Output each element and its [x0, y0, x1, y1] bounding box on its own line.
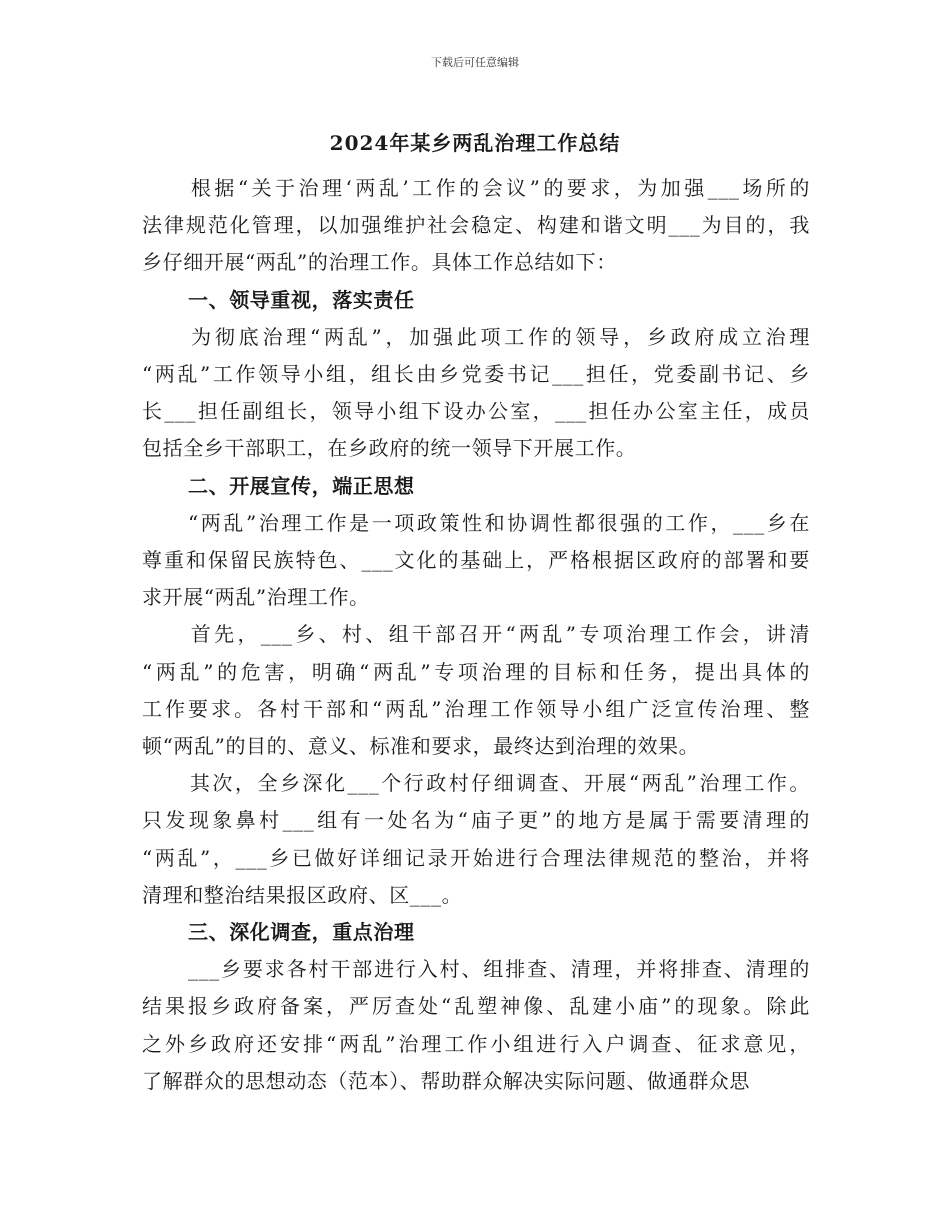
paragraph-line [142, 654, 810, 691]
paragraph-line [142, 393, 810, 430]
line-text: 工作要求。各村干部和“两乱”治理工作领导小组广泛宣传治理、整 [142, 696, 810, 721]
line-text: 根据“关于治理‘两乱’工作的会议”的要求，为加强___场所的 [188, 176, 810, 200]
paragraph-line [142, 430, 810, 467]
paragraph-line [142, 802, 810, 839]
paragraph-line [142, 951, 810, 988]
paragraph-line [142, 1063, 810, 1100]
line-text: 了解群众的思想动态（范本）、帮助群众解决实际问题、做通群众思 [142, 1068, 750, 1093]
line-text: 求开展“两乱”治理工作。 [142, 585, 370, 610]
line-text: 法律规范化管理，以加强维护社会稳定、构建和谐文明___为目的，我 [142, 213, 810, 238]
document-body [142, 170, 810, 1100]
line-text: 清理和整治结果报区政府、区___。 [142, 882, 463, 907]
paragraph-line [142, 207, 810, 244]
line-text: 只发现象鼻村___组有一处名为“庙子更”的地方是属于需要清理的 [142, 808, 810, 833]
line-text: “两乱”，___乡已做好详细记录开始进行合理法律规范的整治，并将 [142, 845, 810, 870]
line-text: 尊重和保留民族特色、___文化的基础上，严格根据区政府的部署和要 [142, 548, 810, 573]
section-heading: 一、领导重视，落实责任 [188, 287, 415, 312]
line-text: 乡仔细开展“两乱”的治理工作。具体工作总结如下： [142, 250, 617, 275]
paragraph-line [142, 170, 810, 207]
paragraph-line [142, 1026, 810, 1063]
paragraph-line [142, 840, 810, 877]
paragraph-line [142, 877, 810, 914]
line-text: 为彻底治理“两乱”，加强此项工作的领导，乡政府成立治理 [188, 324, 810, 349]
line-text: 包括全乡干部职工，在乡政府的统一领导下开展工作。 [142, 436, 637, 461]
document-title: 2024年某乡两乱治理工作总结 [329, 131, 621, 155]
paragraph-line [142, 691, 810, 728]
line-text: 顿“两乱”的目的、意义、标准和要求，最终达到治理的效果。 [142, 734, 700, 759]
paragraph-line [142, 728, 810, 765]
line-text: 结果报乡政府备案，严厉查处“乱塑神像、乱建小庙”的现象。除此 [142, 994, 810, 1019]
paragraph-line [142, 765, 810, 802]
paragraph-line [142, 988, 810, 1025]
line-text: “两乱”的危害，明确“两乱”专项治理的目标和任务，提出具体的 [142, 659, 810, 684]
section-heading: 二、开展宣传，端正思想 [188, 473, 415, 498]
paragraph-line [142, 319, 810, 356]
paragraph-line [142, 356, 810, 393]
paragraph-line [142, 244, 810, 281]
section-heading: 三、深化调查，重点治理 [188, 920, 415, 945]
paragraph-line [142, 505, 810, 542]
line-text: “两乱”治理工作是一项政策性和协调性都很强的工作，___乡在 [188, 510, 810, 535]
paragraph-line [142, 579, 810, 616]
line-text: “两乱”工作领导小组，组长由乡党委书记___担任，党委副书记、乡 [142, 362, 810, 387]
line-text: ___乡要求各村干部进行入村、组排查、清理，并将排查、清理的 [188, 957, 810, 982]
line-text: 首先，___乡、村、组干部召开“两乱”专项治理工作会，讲清 [188, 622, 810, 647]
line-text: 长___担任副组长，领导小组下设办公室，___担任办公室主任，成员 [142, 399, 810, 424]
line-text: 其次，全乡深化___个行政村仔细调查、开展“两乱”治理工作。 [188, 771, 810, 796]
paragraph-line [142, 542, 810, 579]
header-note: 下载后可任意编辑 [431, 56, 519, 69]
line-text: 之外乡政府还安排“两乱”治理工作小组进行入户调查、征求意见， [142, 1031, 810, 1056]
paragraph-line [142, 616, 810, 653]
